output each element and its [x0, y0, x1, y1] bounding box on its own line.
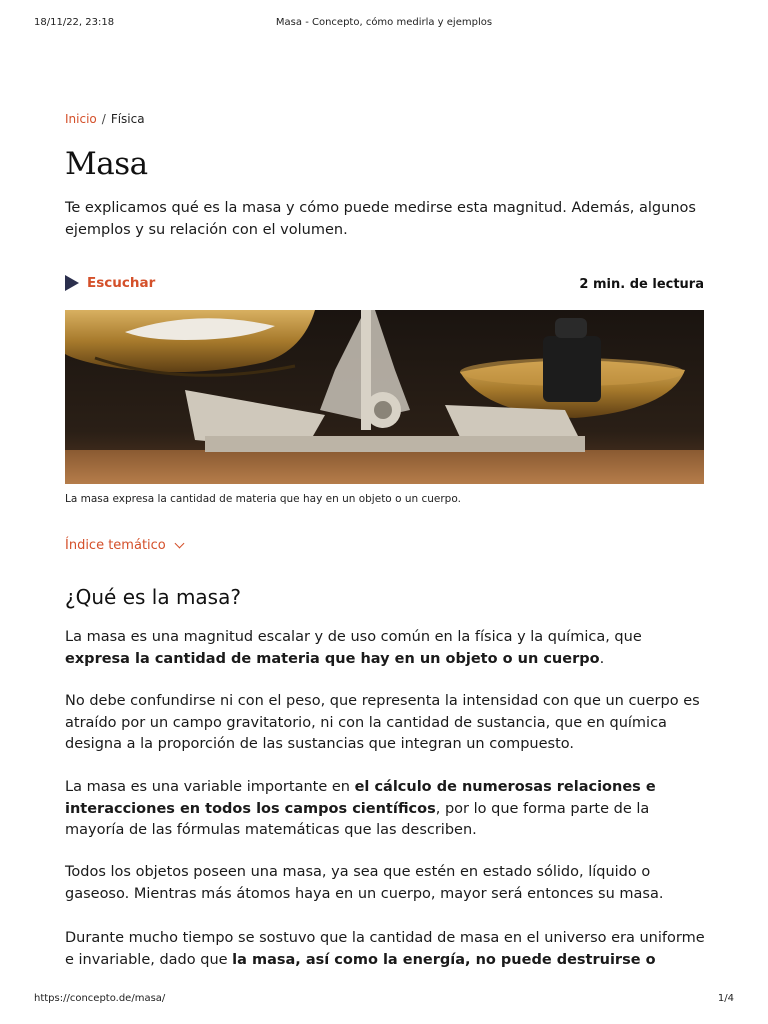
listen-label: Escuchar — [87, 275, 156, 291]
breadcrumb-separator: / — [101, 112, 106, 126]
p5-text-a: Durante mucho tiempo se sostuvo que la cantidad de masa en el universo era uniforme e invariable, dado que — [65, 930, 705, 968]
table-of-contents-toggle[interactable] — [65, 538, 183, 553]
breadcrumb-category-link[interactable]: Física — [110, 112, 145, 126]
print-page-number: 1/4 — [717, 993, 734, 1004]
print-timestamp: 18/11/22, 23:18 — [34, 17, 115, 28]
section-heading: ¿Qué es la masa? — [65, 585, 241, 609]
listen-button[interactable] — [65, 274, 155, 292]
page-title: Masa — [65, 146, 148, 182]
print-footer — [34, 993, 734, 1007]
breadcrumb-home-link[interactable]: Inicio — [65, 112, 97, 126]
print-document-title: Masa - Concepto, cómo medirla y ejemplos — [275, 17, 493, 28]
print-header — [34, 17, 734, 31]
balance-scale-illustration — [65, 310, 704, 484]
chevron-down-icon — [174, 539, 184, 549]
paragraph-3 — [65, 777, 705, 842]
p1-text-a: La masa es una magnitud escalar y de uso común en la física y la química, que — [65, 629, 642, 645]
paragraph-1 — [65, 627, 705, 670]
p3-bold: el cálculo de numerosas relaciones e interacciones en todos los campos científicos — [65, 779, 656, 817]
p3-text-a: La masa es una variable importante en — [65, 779, 355, 795]
paragraph-4: Todos los objetos poseen una masa, ya sea que estén en estado sólido, líquido o gaseoso. Mientras más átomos haya en un cuerpo, mayor será entonces su masa. — [65, 864, 664, 902]
print-url: https://concepto.de/masa/ — [34, 993, 166, 1004]
breadcrumb — [65, 112, 145, 126]
p5-bold: la masa, así como la energía, no puede destruirse o — [232, 951, 656, 968]
play-icon — [65, 275, 79, 291]
paragraph-5 — [65, 928, 705, 971]
p3-text-b: , por lo que forma parte de la mayoría de las fórmulas matemáticas que las describen. — [65, 800, 650, 838]
hero-image — [65, 310, 704, 484]
toc-label: Índice temático — [65, 538, 166, 553]
image-caption: La masa expresa la cantidad de materia que hay en un objeto o un cuerpo. — [65, 493, 461, 505]
reading-time: 2 min. de lectura — [579, 277, 704, 292]
paragraph-2: No debe confundirse ni con el peso, que representa la intensidad con que un cuerpo es atraído por un campo gravitatorio, ni con la cantidad de sustancia, que en química designa a la proporción de las sustancias que integran un compuesto. — [65, 693, 700, 752]
p1-bold: expresa la cantidad de materia que hay en un objeto o un cuerpo — [65, 650, 600, 667]
p1-text-b: . — [599, 650, 605, 667]
article-lead: Te explicamos qué es la masa y cómo puede medirse esta magnitud. Además, algunos ejemplos y su relación con el volumen. — [65, 200, 696, 238]
